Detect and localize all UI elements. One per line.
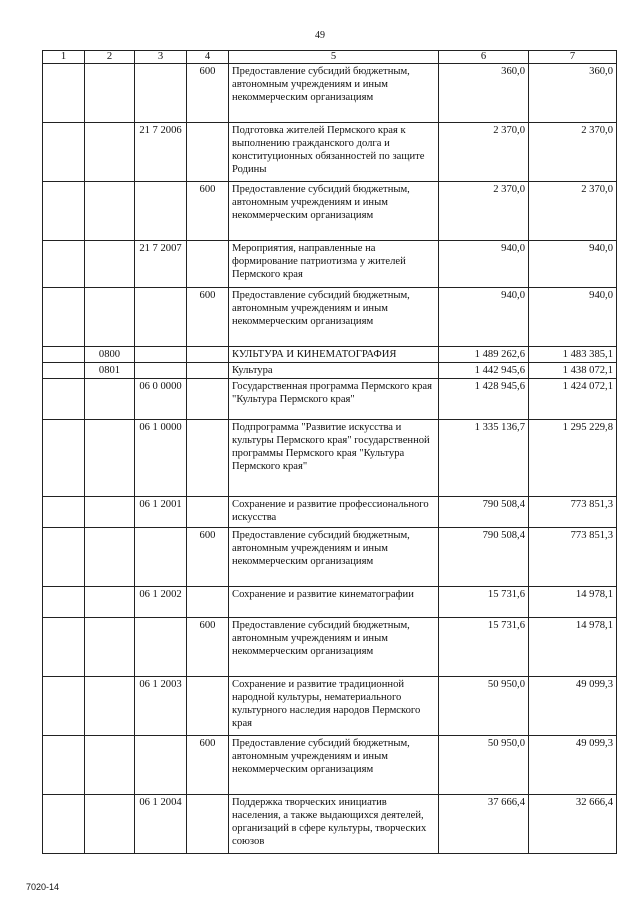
cell-section-code: [85, 618, 135, 677]
cell-target-code: 06 1 2003: [135, 677, 187, 736]
cell-section-code: 0801: [85, 363, 135, 379]
cell-col-1: [43, 677, 85, 736]
cell-expense-type: 600: [187, 528, 229, 587]
cell-col-1: [43, 123, 85, 182]
cell-name: Подготовка жителей Пермского края к выполнению гражданского долга и конституционных обязанностей по защите Родины: [229, 123, 439, 182]
table-row: [43, 677, 617, 736]
footer-code: 7020-14: [26, 882, 60, 892]
cell-expense-type: [187, 241, 229, 288]
cell-value-7: 2 370,0: [529, 182, 617, 241]
cell-section-code: [85, 64, 135, 123]
cell-col-1: [43, 241, 85, 288]
cell-section-code: [85, 497, 135, 528]
cell-value-7: 32 666,4: [529, 795, 617, 854]
cell-value-7: 49 099,3: [529, 677, 617, 736]
cell-value-7: 1 483 385,1: [529, 347, 617, 363]
cell-target-code: [135, 64, 187, 123]
cell-section-code: [85, 795, 135, 854]
cell-value-6: 1 442 945,6: [439, 363, 529, 379]
cell-name: Поддержка творческих инициатив населения, а также выдающихся деятелей, организаций в сфере культуры, творческих союзов: [229, 795, 439, 854]
cell-target-code: [135, 288, 187, 347]
cell-name: Культура: [229, 363, 439, 379]
cell-col-1: [43, 363, 85, 379]
cell-section-code: [85, 241, 135, 288]
cell-expense-type: [187, 795, 229, 854]
cell-value-7: 14 978,1: [529, 587, 617, 618]
header-col-2: 2: [85, 51, 135, 64]
cell-name: Государственная программа Пермского края "Культура Пермского края": [229, 379, 439, 420]
cell-expense-type: 600: [187, 182, 229, 241]
cell-value-6: 940,0: [439, 241, 529, 288]
cell-value-6: 15 731,6: [439, 587, 529, 618]
cell-target-code: [135, 528, 187, 587]
table-row: [43, 420, 617, 497]
cell-col-1: [43, 618, 85, 677]
cell-value-6: 37 666,4: [439, 795, 529, 854]
cell-value-6: 790 508,4: [439, 528, 529, 587]
cell-name: Предоставление субсидий бюджетным, автономным учреждениям и иным некоммерческим организациям: [229, 64, 439, 123]
cell-expense-type: [187, 123, 229, 182]
cell-expense-type: [187, 363, 229, 379]
cell-value-6: 1 428 945,6: [439, 379, 529, 420]
table-row: [43, 587, 617, 618]
cell-value-6: 15 731,6: [439, 618, 529, 677]
cell-value-6: 50 950,0: [439, 736, 529, 795]
cell-col-1: [43, 587, 85, 618]
cell-target-code: [135, 363, 187, 379]
cell-expense-type: [187, 420, 229, 497]
header-col-7: 7: [529, 51, 617, 64]
cell-value-7: 773 851,3: [529, 497, 617, 528]
table-body: [43, 64, 617, 854]
table-row: [43, 64, 617, 123]
cell-name: Предоставление субсидий бюджетным, автономным учреждениям и иным некоммерческим организациям: [229, 182, 439, 241]
cell-expense-type: [187, 347, 229, 363]
cell-expense-type: 600: [187, 288, 229, 347]
cell-expense-type: 600: [187, 64, 229, 123]
table-header-row: [43, 51, 617, 64]
cell-name: Предоставление субсидий бюджетным, автономным учреждениям и иным некоммерческим организациям: [229, 528, 439, 587]
cell-col-1: [43, 288, 85, 347]
cell-name: Предоставление субсидий бюджетным, автономным учреждениям и иным некоммерческим организациям: [229, 618, 439, 677]
cell-section-code: [85, 288, 135, 347]
cell-target-code: 06 0 0000: [135, 379, 187, 420]
table-row: [43, 497, 617, 528]
cell-section-code: 0800: [85, 347, 135, 363]
cell-name: Сохранение и развитие традиционной народной культуры, нематериального культурного наследия народов Пермского края: [229, 677, 439, 736]
cell-expense-type: [187, 677, 229, 736]
cell-col-1: [43, 420, 85, 497]
cell-target-code: 06 1 0000: [135, 420, 187, 497]
cell-col-1: [43, 379, 85, 420]
cell-target-code: 21 7 2006: [135, 123, 187, 182]
cell-target-code: 21 7 2007: [135, 241, 187, 288]
cell-name: КУЛЬТУРА И КИНЕМАТОГРАФИЯ: [229, 347, 439, 363]
cell-expense-type: [187, 379, 229, 420]
table-row: [43, 123, 617, 182]
header-col-1: 1: [43, 51, 85, 64]
cell-section-code: [85, 420, 135, 497]
table-row: [43, 347, 617, 363]
cell-target-code: [135, 618, 187, 677]
cell-value-6: 360,0: [439, 64, 529, 123]
header-col-3: 3: [135, 51, 187, 64]
cell-value-7: 1 295 229,8: [529, 420, 617, 497]
cell-section-code: [85, 379, 135, 420]
cell-name: Подпрограмма "Развитие искусства и культуры Пермского края" государственной программы Пермского края "Культура Пермского края": [229, 420, 439, 497]
header-col-6: 6: [439, 51, 529, 64]
table-row: [43, 528, 617, 587]
cell-value-6: 1 489 262,6: [439, 347, 529, 363]
cell-value-7: 2 370,0: [529, 123, 617, 182]
cell-value-7: 940,0: [529, 288, 617, 347]
table-row: [43, 379, 617, 420]
cell-value-7: 49 099,3: [529, 736, 617, 795]
table-row: [43, 618, 617, 677]
cell-section-code: [85, 677, 135, 736]
table-row: [43, 288, 617, 347]
cell-value-7: 14 978,1: [529, 618, 617, 677]
cell-value-6: 2 370,0: [439, 123, 529, 182]
cell-target-code: 06 1 2004: [135, 795, 187, 854]
cell-col-1: [43, 795, 85, 854]
cell-target-code: [135, 347, 187, 363]
cell-expense-type: 600: [187, 736, 229, 795]
cell-name: Предоставление субсидий бюджетным, автономным учреждениям и иным некоммерческим организациям: [229, 736, 439, 795]
table-row: [43, 795, 617, 854]
table-row: [43, 363, 617, 379]
table-row: [43, 182, 617, 241]
cell-value-6: 50 950,0: [439, 677, 529, 736]
cell-name: Мероприятия, направленные на формирование патриотизма у жителей Пермского края: [229, 241, 439, 288]
cell-value-6: 790 508,4: [439, 497, 529, 528]
table-row: [43, 241, 617, 288]
cell-col-1: [43, 182, 85, 241]
cell-section-code: [85, 123, 135, 182]
cell-target-code: [135, 182, 187, 241]
header-col-4: 4: [187, 51, 229, 64]
cell-value-7: 773 851,3: [529, 528, 617, 587]
budget-table: [42, 50, 617, 854]
cell-col-1: [43, 64, 85, 123]
cell-value-7: 1 438 072,1: [529, 363, 617, 379]
cell-expense-type: 600: [187, 618, 229, 677]
cell-col-1: [43, 736, 85, 795]
cell-value-6: 940,0: [439, 288, 529, 347]
cell-value-6: 1 335 136,7: [439, 420, 529, 497]
cell-name: Предоставление субсидий бюджетным, автономным учреждениям и иным некоммерческим организациям: [229, 288, 439, 347]
cell-expense-type: [187, 587, 229, 618]
cell-name: Сохранение и развитие кинематографии: [229, 587, 439, 618]
cell-target-code: 06 1 2002: [135, 587, 187, 618]
cell-target-code: [135, 736, 187, 795]
cell-value-7: 360,0: [529, 64, 617, 123]
page-number: 49: [315, 30, 325, 41]
cell-name: Сохранение и развитие профессионального искусства: [229, 497, 439, 528]
cell-section-code: [85, 182, 135, 241]
cell-value-7: 940,0: [529, 241, 617, 288]
header-col-5: 5: [229, 51, 439, 64]
cell-value-7: 1 424 072,1: [529, 379, 617, 420]
cell-expense-type: [187, 497, 229, 528]
cell-col-1: [43, 347, 85, 363]
cell-section-code: [85, 736, 135, 795]
cell-section-code: [85, 528, 135, 587]
cell-target-code: 06 1 2001: [135, 497, 187, 528]
table-row: [43, 736, 617, 795]
cell-value-6: 2 370,0: [439, 182, 529, 241]
cell-section-code: [85, 587, 135, 618]
cell-col-1: [43, 497, 85, 528]
cell-col-1: [43, 528, 85, 587]
